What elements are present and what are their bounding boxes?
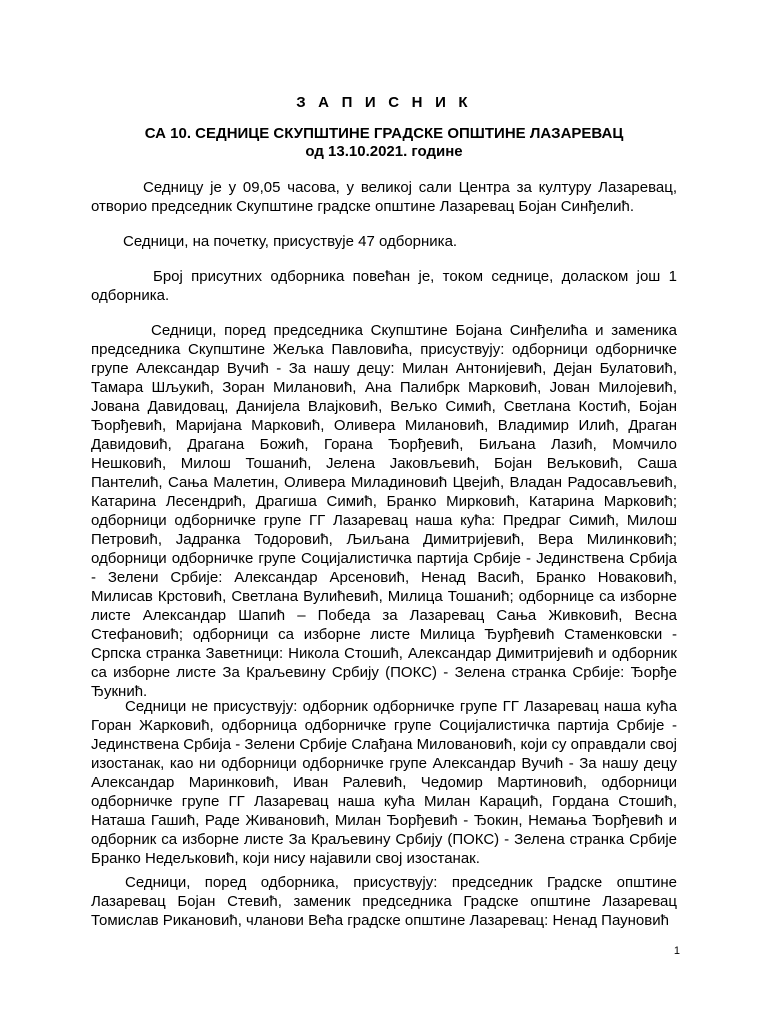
- document-subtitle: СА 10. СЕДНИЦЕ СКУПШТИНЕ ГРАДСКЕ ОПШТИНЕ ЛАЗАРЕВАЦ: [144, 125, 624, 142]
- paragraph-attendance-increase: Број присутних одборника повећан је, током седнице, доласком још 1 одборника.: [91, 268, 677, 304]
- page-number: 1: [673, 945, 680, 957]
- session-date: од 13.10.2021. године: [305, 143, 463, 160]
- paragraph-other-attendees: Седници, поред одборника, присуствују: председник Градске општине Лазаревац Бојан Стевић, заменик председника Градске општине Лазаревац Томислав Рикановић, чланови Већа градске општине Лазаревац: Ненад Пауновић: [91, 874, 677, 929]
- paragraph-initial-attendance: Седници, на почетку, присуствује 47 одборника.: [123, 233, 458, 250]
- paragraph-absent-members: Седници не присуствују: одборник одборничке групе ГГ Лазаревац наша кућа Горан Жарковић, одборница одборничке групе Социјалистичка партија Србије - Јединствена Србија - Зелени Србије Слађана Миловановић, који су оправдали свој изостанак, као ни одборници одборничке групе Александар Вучић - За нашу децу Александар Маринковић, Иван Ралевић, Чедомир Мартиновић, одборници одборничке групе ГГ Лазаревац наша кућа Милан Карацић, Гордана Стошић, Наташа Гашић, Раде Живановић, Милан Ђорђевић - Ђокин, Немања Ђорђевић и одборник са изборне листе За Краљевину Србију (ПОКС) - Зелена странка Србије Бранко Недељковић, који нису најавили свој изостанак.: [91, 698, 677, 867]
- paragraph-opening: Седницу је у 09,05 часова, у великој сали Центра за културу Лазаревац, отворио председник Скупштине градске општине Лазаревац Бојан Синђелић.: [91, 179, 677, 215]
- paragraph-present-members: Седници, поред председника Скупштине Бојана Синђелића и заменика председника Скупштине Жељка Павловића, присуствују: одборници одборничке групе Александар Вучић - За нашу децу: Милан Антонијевић, Дејан Булатовић, Тамара Шљукић, Зоран Милановић, Ана Палибрк Марковић, Јован Милојевић, Јована Давидовац, Данијела Влајковић, Вељко Симић, Светлана Костић, Бојан Ђорђевић, Маријана Марковић, Оливера Милановић, Владимир Илић, Драган Давидовић, Драгана Божић, Горана Ђорђевић, Биљана Лазић, Момчило Нешковић, Милош Тошанић, Јелена Јаковљевић, Бојан Вељковић, Саша Пантелић, Сања Малетин, Оливера Миладиновић Цвејић, Владан Радосављевић, Катарина Лесендрић, Драгиша Симић, Бранко Мирковић, Катарина Марковић; одборници одборничке групе ГГ Лазаревац наша кућа: Предраг Симић, Милош Петровић, Јадранка Тодоровић, Љиљана Димитријевић, Вера Милинковић; одборници одборничке групе Социјалистичка партија Србије - Јединствена Србија - Зелени Србије: Александар Арсеновић, Ненад Васић, Бранко Новаковић, Милисав Крстовић, Светлана Вулићевић, Милица Тошанић; одборнице са изборне листе Александар Шапић – Победа за Лазаревац Сања Живковић, Весна Стефановић; одборници са изборне листе Милица Ђурђевић Стаменковски - Српска странка Заветници: Никола Стошић, Александар Димитријевић и одборник са изборне листе За Краљевину Србију (ПОКС) - Зелена странка Србије: Ђорђе Ђукнић.: [91, 322, 677, 700]
- document-title: З А П И С Н И К: [296, 94, 472, 111]
